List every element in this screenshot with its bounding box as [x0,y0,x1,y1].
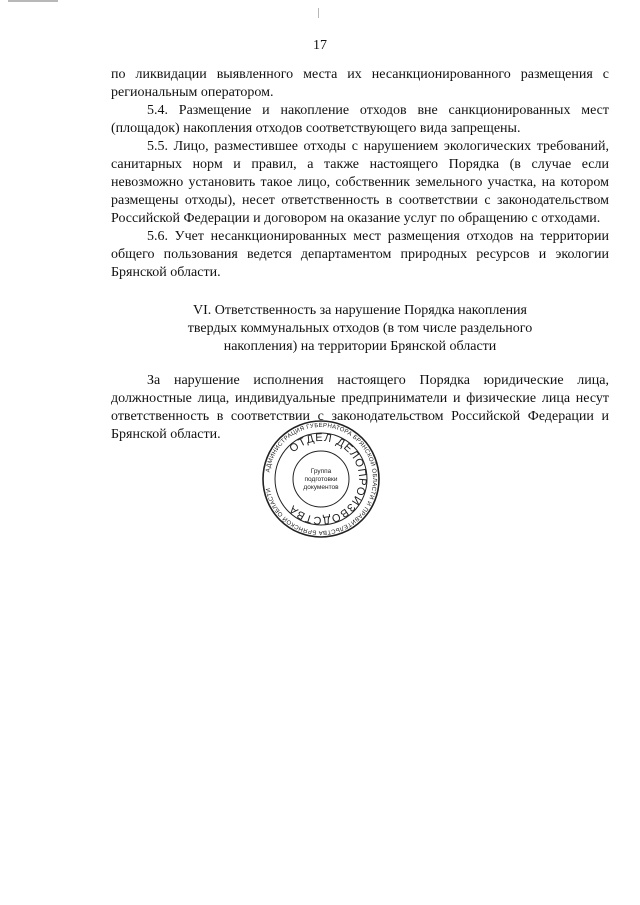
scan-mark [318,8,319,18]
clause-5-5: 5.5. Лицо, разместившее отходы с нарушением экологических требований, санитарных норм и правил, а также настоящего Порядка (в случае если невозможно установить такое лицо, собственник земельного участка, на котором размещены отходы), несет ответственность в соответствии с законодательством Российской Федерации и договором на оказание услуг по обращению с отходами. [111,139,609,226]
body-text [111,66,609,282]
stamp-center-line: документов [303,484,339,491]
office-stamp [261,419,381,539]
final-paragraph: За нарушение исполнения настоящего Порядка юридические лица, должностные лица, индивидуальные предприниматели и физические лица несут ответственность в соответствии с законодательством Российской Федерации и Брянской области. [111,373,609,442]
scan-mark [8,0,58,2]
stamp-outer-text: АДМИНИСТРАЦИЯ ГУБЕРНАТОРА БРЯНСКОЙ ОБЛАСТИ И ПРАВИТЕЛЬСТВА БРЯНСКОЙ ОБЛАСТИ [265,422,378,536]
clause-5-6: 5.6. Учет несанкционированных мест размещения отходов на территории общего пользования ведется департаментом природных ресурсов и экологии Брянской области. [111,229,609,280]
stamp-center-line: подготовки [304,476,338,483]
continuation-paragraph: по ликвидации выявленного места их несанкционированного размещения с региональным оператором. [111,67,609,100]
clause-5-4: 5.4. Размещение и накопление отходов вне санкционированных мест (площадок) накопления отходов соответствующего вида запрещены. [111,103,609,136]
section-heading-line: твердых коммунальных отходов (в том числе раздельного [187,321,533,336]
section-heading [111,302,609,356]
page-number: 17 [313,38,327,53]
section-heading-line: накопления) на территории Брянской области [223,339,497,354]
stamp-inner-text: ОТДЕЛ ДЕЛОПРОИЗВОДСТВА [286,431,369,527]
section-heading-line: VI. Ответственность за нарушение Порядка накопления [192,303,527,318]
stamp-center-line: Группа [310,468,332,475]
